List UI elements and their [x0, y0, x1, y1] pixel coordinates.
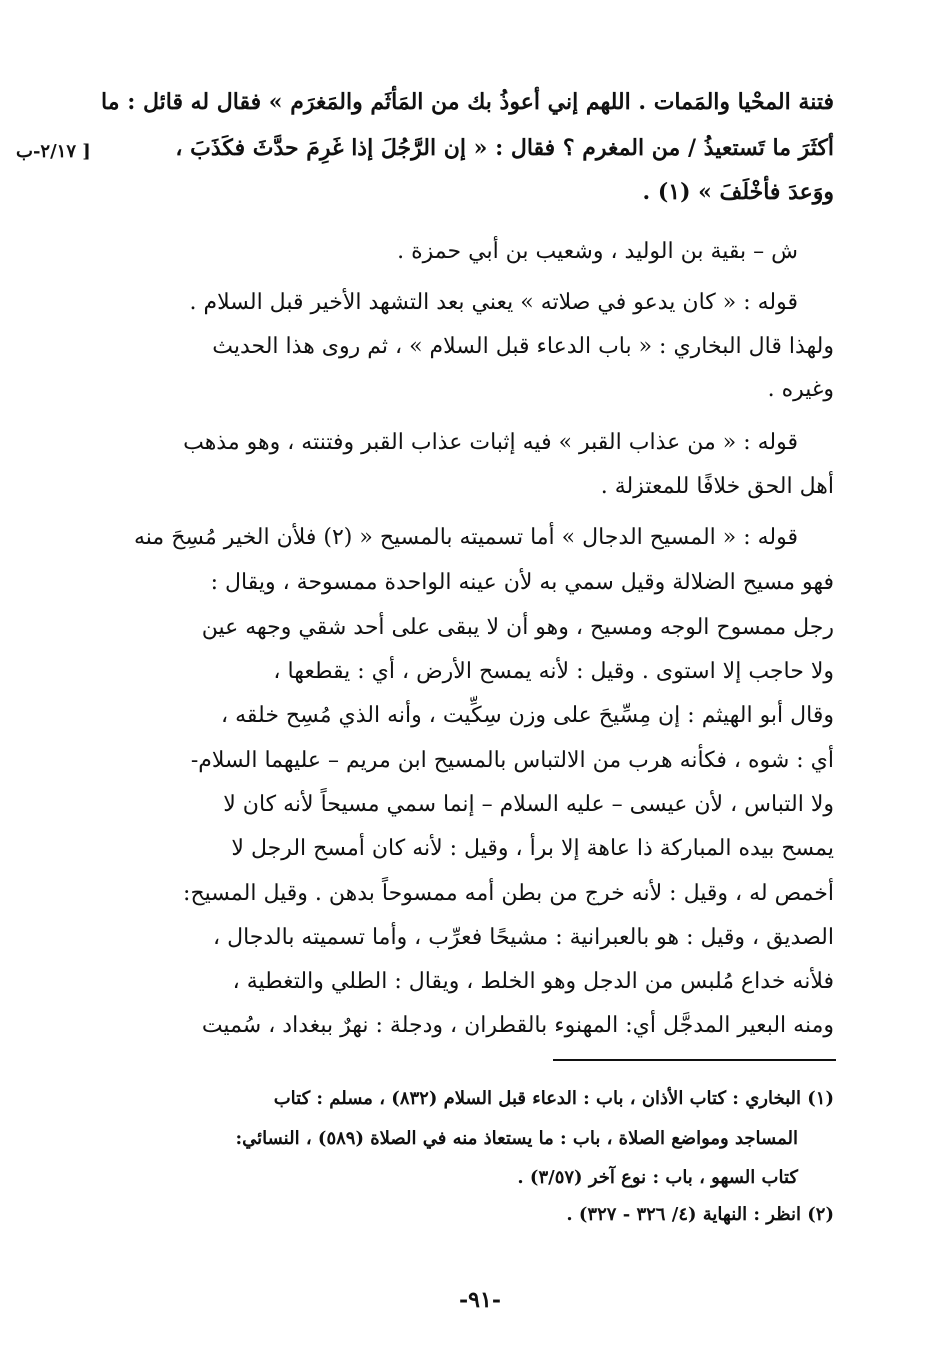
text-line-17: يمسح بيده المباركة ذا عاهة إلا برأ ، وقيل : لأنه كان أمسح الرجل لا: [231, 836, 834, 861]
text-line-6: ولهذا قال البخاري : « باب الدعاء قبل السلام » ، ثم روى هذا الحديث: [212, 334, 834, 359]
footnote-line-2: المساجد ومواضع الصلاة ، باب : ما يستعاذ منه في الصلاة (٥٨٩) ، النسائي:: [235, 1128, 798, 1149]
text-line-18: أخمص له ، وقيل : لأنه خرج من بطن أمه ممسوحاً بدهن . وقيل المسيح:: [183, 881, 834, 906]
text-line-11: فهو مسيح الضلالة وقيل سمي به لأن عينه الواحدة ممسوحة ، ويقال :: [210, 570, 834, 595]
text-line-9: أهل الحق خلافًا للمعتزلة .: [600, 474, 834, 499]
text-line-13: ولا حاجب إلا استوى . وقيل : لأنه يمسح الأرض ، أي : يقطعها ،: [273, 659, 834, 684]
text-line-3: ووَعدَ فأخْلَفَ » (١) .: [642, 179, 834, 205]
text-line-5: قوله : « كان يدعو في صلاته » يعني بعد التشهد الأخير قبل السلام .: [189, 290, 798, 315]
text-line-14: وقال أبو الهيثم : إن مِسِّيحَ على وزن سِكِّيت ، وأنه الذي مُسِح خلقه ،: [221, 703, 834, 728]
text-line-10: قوله : « المسيح الدجال » أما تسميته بالمسيح « (٢) فلأن الخير مُسِحَ منه: [133, 525, 798, 550]
footnote-separator: [553, 1059, 836, 1061]
text-line-7: وغيره .: [767, 377, 834, 402]
text-line-8: قوله : « من عذاب القبر » فيه إثبات عذاب القبر وفتنته ، وهو مذهب: [183, 430, 798, 455]
text-line-16: ولا التباس ، لأن عيسى – عليه السلام – إنما سمي مسيحاً لأنه كان لا: [223, 792, 834, 817]
text-line-19: الصديق ، وقيل : هو بالعبرانية : مشيحًا فعرِّب ، وأما تسميته بالدجال ،: [212, 925, 834, 950]
text-line-15: أي : شوه ، فكأنه هرب من الالتباس بالمسيح ابن مريم – عليهما السلام-: [190, 748, 834, 773]
text-line-20: فلأنه خداع مُلبس من الدجل وهو الخلط ، ويقال : الطلي والتغطية ،: [232, 969, 834, 994]
text-line-12: رجل ممسوح الوجه ومسيح ، وهو أن لا يبقى على أحد شقي وجهه عين: [201, 615, 834, 640]
footnote-line-3: كتاب السهو ، باب : نوع آخر (٣/٥٧) .: [517, 1167, 798, 1188]
text-line-4: ش – بقية بن الوليد ، وشعيب بن أبي حمزة .: [397, 239, 798, 264]
margin-reference: [ ٢/١٧-ب: [16, 141, 91, 162]
text-line-1: فتنة المحْيا والمَمات . اللهم إني أعوذُ بك من المَأثَم والمَغرَم » فقال له قائل : ما: [101, 89, 834, 115]
text-line-21: ومنه البعير المدجَّل أي: المهنوء بالقطران ، ودجلة : نهرٌ ببغداد ، سُميت: [201, 1013, 834, 1038]
page-number: -٩١-: [459, 1287, 501, 1313]
text-line-2: أكثَرَ ما تَستعيذُ / من المغرم ؟ فقال : « إن الرَّجُلَ إذا غَرِمَ حدَّثَ فكَذَبَ ،: [175, 135, 834, 161]
footnote-line-4: (٢) انظر : النهاية (٤/ ٣٢٦ - ٣٢٧) .: [566, 1204, 834, 1225]
footnote-line-1: (١) البخاري : كتاب الأذان ، باب : الدعاء قبل السلام (٨٣٢) ، مسلم : كتاب: [273, 1088, 834, 1109]
